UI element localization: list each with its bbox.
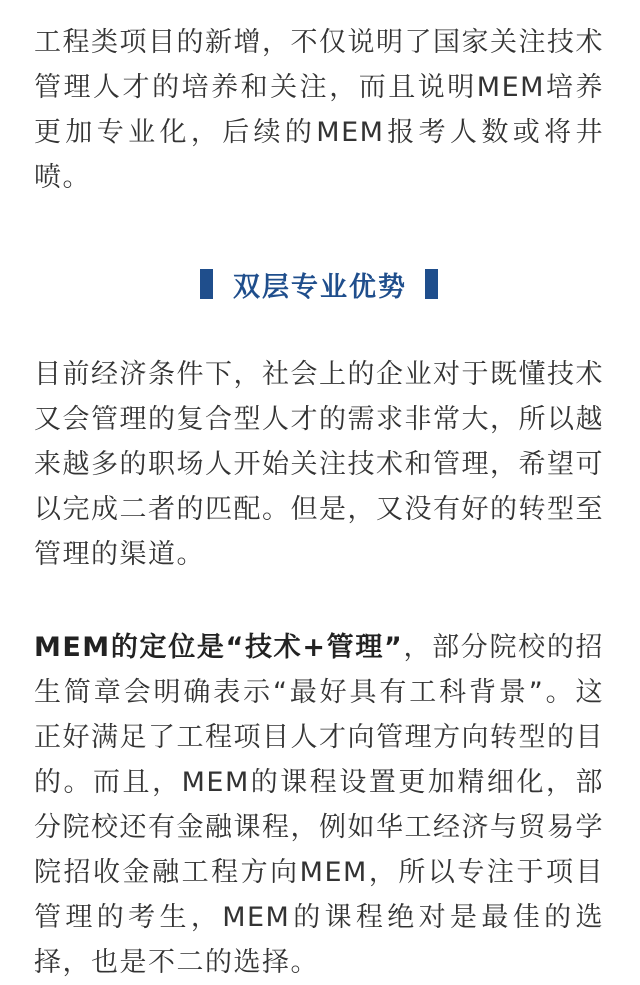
positioning-bold-lead: MEM的定位是“技术+管理” [34, 632, 404, 663]
paragraph-economy: 目前经济条件下，社会上的企业对于既懂技术又会管理的复合型人才的需求非常大，所以越来越多的职场人开始关注技术和管理，希望可以完成二者的匹配。但是，又没有好的转型至管理的渠道。 [34, 359, 604, 570]
heading-bar-left-icon [200, 269, 213, 299]
paragraph-positioning [34, 625, 604, 985]
heading-bar-right-icon [425, 269, 438, 299]
positioning-body: ，部分院校的招生简章会明确表示“最好具有工科背景”。这正好满足了工程项目人才向管理方向转型的目的。而且，MEM的课程设置更加精细化，部分院校还有金融课程，例如华工经济与贸易学院招收金融工程方向MEM，所以专注于项目管理的考生，MEM的课程绝对是最佳的选择，也是不二的选择。 [34, 632, 605, 978]
section-heading-title: 双层专业优势 [233, 271, 407, 303]
paragraph-intro: 工程类项目的新增，不仅说明了国家关注技术管理人才的培养和关注，而且说明MEM培养更加专业化，后续的MEM报考人数或将井喷。 [34, 27, 604, 193]
section-heading [34, 262, 604, 306]
